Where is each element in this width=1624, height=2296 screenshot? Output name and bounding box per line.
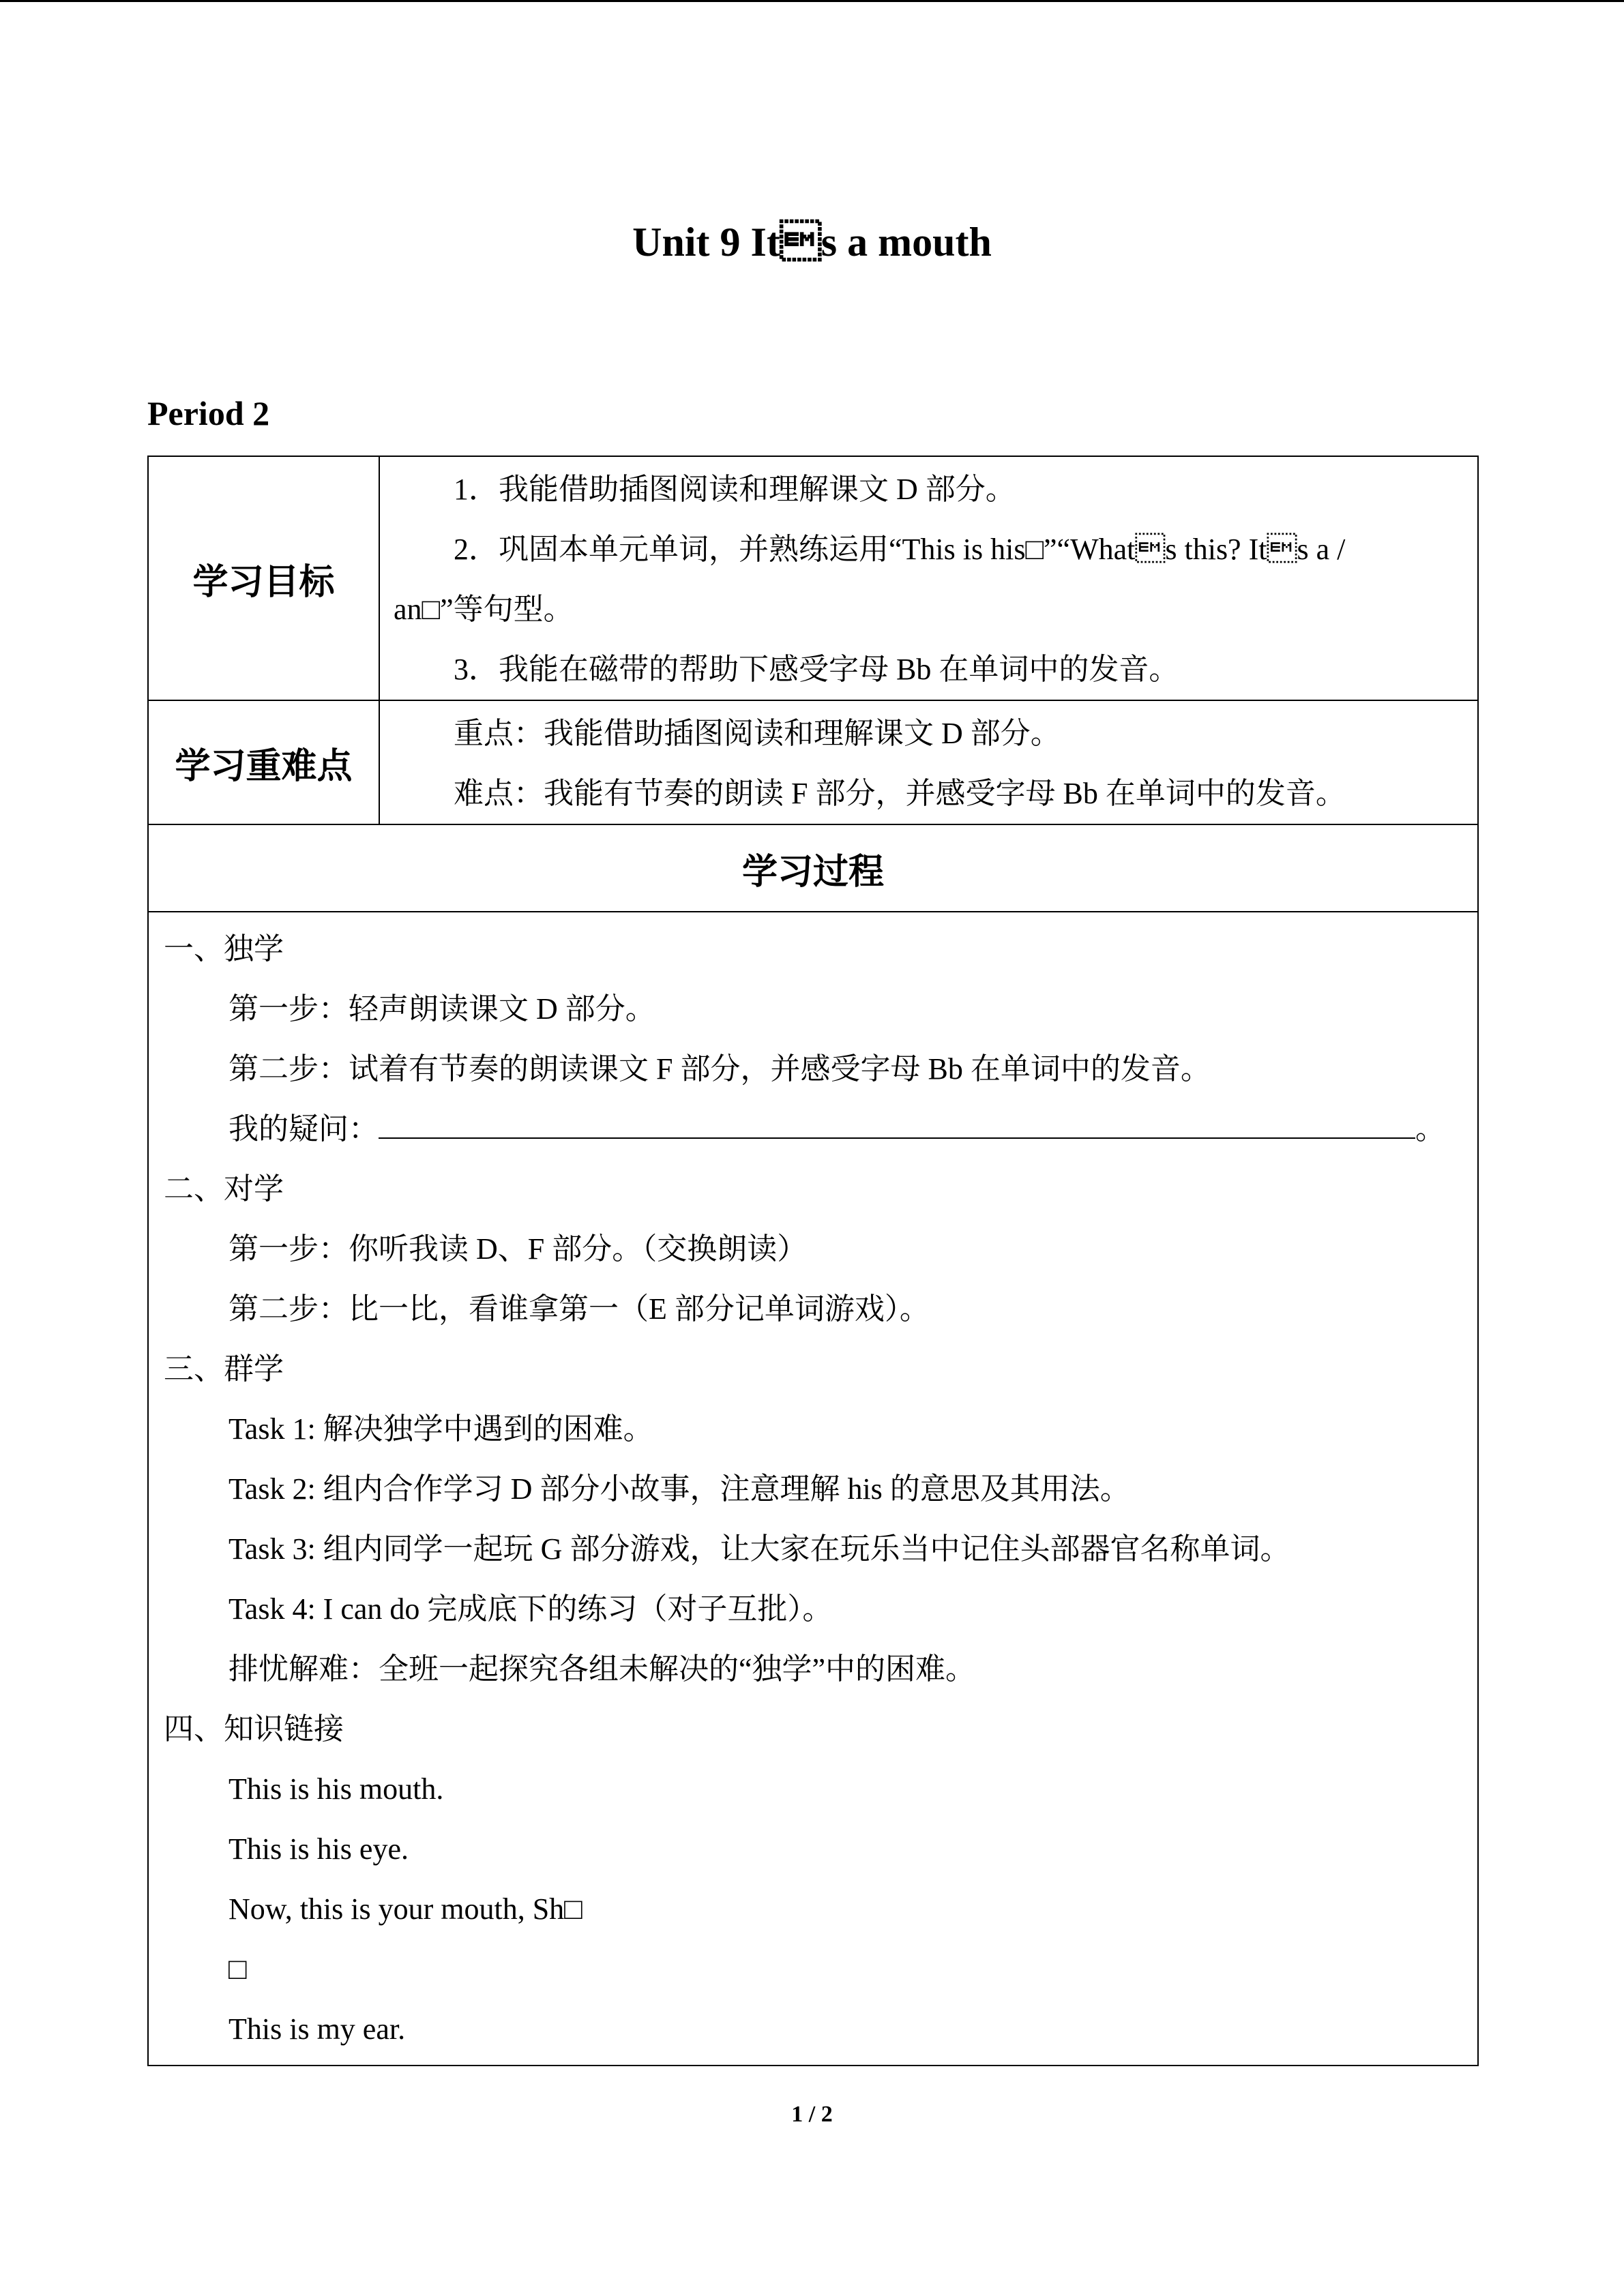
task-item: Task 2: 组内合作学习 D 部分小故事，注意理解 his 的意思及其用法。 (228, 1472, 1130, 1506)
knowledge-line: □ (228, 1952, 247, 1986)
task-item: Task 1: 解决独学中遇到的困难。 (228, 1412, 653, 1446)
process-heading-row (148, 824, 1478, 912)
knowledge-line: Now, this is your mouth, Sh□ (228, 1892, 582, 1926)
goal-item: 3．我能在磁带的帮助下感受字母 Bb 在单词中的发音。 (454, 653, 1179, 686)
section-title: 四、知识链接 (164, 1712, 344, 1746)
task-item: Task 4: I can do 完成底下的练习（对子互批）。 (228, 1592, 833, 1626)
question-end: 。 (1415, 1112, 1445, 1146)
goals-label: 学习目标 (148, 456, 379, 700)
question-blank-field[interactable] (379, 1103, 1415, 1139)
key-points-label: 学习重难点 (148, 700, 379, 824)
section-title: 三、群学 (164, 1352, 284, 1386)
process-content (148, 912, 1478, 2066)
step-item: 第一步：轻声朗读课文 D 部分。 (228, 992, 655, 1026)
section-title: 一、独学 (164, 932, 284, 966)
step-item: 第二步：比一比，看谁拿第一（E 部分记单词游戏）。 (228, 1292, 930, 1326)
document-title: Unit 9 Its a mouth (632, 220, 992, 265)
goal-item: 2．巩固本单元单词，并熟练运用“This is his□”“Whats this? Its a / (454, 533, 1346, 566)
goal-item: 1．我能借助插图阅读和理解课文 D 部分。 (454, 473, 1016, 506)
process-heading: 学习过程 (148, 824, 1478, 912)
difficult-point-item: 难点：我能有节奏的朗读 F 部分，并感受字母 Bb 在单词中的发音。 (454, 777, 1346, 810)
task-item: Task 3: 组内同学一起玩 G 部分游戏，让大家在玩乐当中记住头部器官名称单词。 (228, 1532, 1290, 1566)
step-item: 第二步：试着有节奏的朗读课文 F 部分，并感受字母 Bb 在单词中的发音。 (228, 1052, 1211, 1086)
lesson-plan-table (147, 456, 1479, 2066)
period-label: Period 2 (147, 394, 270, 432)
question-label: 我的疑问： (228, 1112, 379, 1146)
process-row (148, 912, 1478, 2066)
goals-content (379, 456, 1478, 700)
goals-row (148, 456, 1478, 700)
key-points-row (148, 700, 1478, 824)
key-point-item: 重点：我能借助插图阅读和理解课文 D 部分。 (454, 717, 1061, 750)
question-line (164, 1099, 1464, 1159)
goal-item-continued: an□”等句型。 (394, 593, 574, 626)
knowledge-line: This is his mouth. (228, 1772, 444, 1806)
knowledge-line: This is my ear. (228, 2012, 406, 2046)
page-number: 1 / 2 (791, 2102, 833, 2127)
key-points-content (379, 700, 1478, 824)
top-border-line (0, 0, 1624, 2)
knowledge-line: This is his eye. (228, 1832, 409, 1866)
step-item: 第一步：你听我读 D、F 部分。（交换朗读） (228, 1232, 808, 1266)
section-title: 二、对学 (164, 1172, 284, 1206)
resolve-item: 排忧解难：全班一起探究各组未解决的“独学”中的困难。 (228, 1652, 976, 1686)
